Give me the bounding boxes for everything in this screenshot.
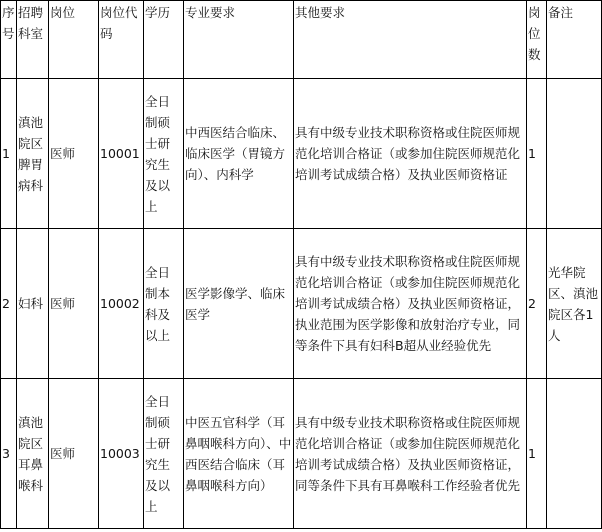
cell-post: 医师 — [49, 79, 99, 229]
cell-note — [547, 79, 602, 229]
cell-other: 具有中级专业技术职称资格或住院医师规范化培训合格证（或参加住院医师规范化培训考试成绩合格）及执业医师资格证，同等条件下具有耳鼻喉科工作经验者优先 — [294, 379, 527, 529]
header-edu: 学历 — [144, 1, 184, 79]
header-code: 岗位代码 — [99, 1, 144, 79]
cell-no: 2 — [1, 229, 17, 379]
cell-major: 医学影像学、临床医学 — [184, 229, 294, 379]
header-other: 其他要求 — [294, 1, 527, 79]
cell-code: 10002 — [99, 229, 144, 379]
cell-edu: 全日制硕士研究生及以上 — [144, 79, 184, 229]
cell-other: 具有中级专业技术职称资格或住院医师规范化培训合格证（或参加住院医师规范化培训考试成绩合格）及执业医师资格证 — [294, 79, 527, 229]
table-row — [1, 79, 602, 229]
cell-major: 中医五官科学（耳鼻咽喉科方向）、中西医结合临床（耳鼻咽喉科方向） — [184, 379, 294, 529]
cell-code: 10003 — [99, 379, 144, 529]
cell-code: 10001 — [99, 79, 144, 229]
cell-major: 中西医结合临床、临床医学（胃镜方向）、内科学 — [184, 79, 294, 229]
header-no: 序号 — [1, 1, 17, 79]
header-dept: 招聘科室 — [17, 1, 49, 79]
cell-edu: 全日制本科及以上 — [144, 229, 184, 379]
header-count: 岗位数 — [527, 1, 547, 79]
header-major: 专业要求 — [184, 1, 294, 79]
cell-count: 2 — [527, 229, 547, 379]
cell-dept: 妇科 — [17, 229, 49, 379]
header-note: 备注 — [547, 1, 602, 79]
header-post: 岗位 — [49, 1, 99, 79]
cell-no: 3 — [1, 379, 17, 529]
cell-dept: 滇池院区脾胃病科 — [17, 79, 49, 229]
cell-post: 医师 — [49, 379, 99, 529]
cell-edu: 全日制硕士研究生及以上 — [144, 379, 184, 529]
table-row — [1, 379, 602, 529]
table-row — [1, 229, 602, 379]
cell-dept: 滇池院区耳鼻喉科 — [17, 379, 49, 529]
cell-count: 1 — [527, 79, 547, 229]
cell-other: 具有中级专业技术职称资格或住院医师规范化培训合格证（或参加住院医师规范化培训考试成绩合格）及执业医师资格证，执业范围为医学影像和放射治疗专业，同等条件下具有妇科B超从业经验优先 — [294, 229, 527, 379]
cell-note — [547, 379, 602, 529]
cell-note: 光华院区、滇池院区各1人 — [547, 229, 602, 379]
cell-no: 1 — [1, 79, 17, 229]
header-row — [1, 1, 602, 79]
cell-post: 医师 — [49, 229, 99, 379]
cell-count: 1 — [527, 379, 547, 529]
